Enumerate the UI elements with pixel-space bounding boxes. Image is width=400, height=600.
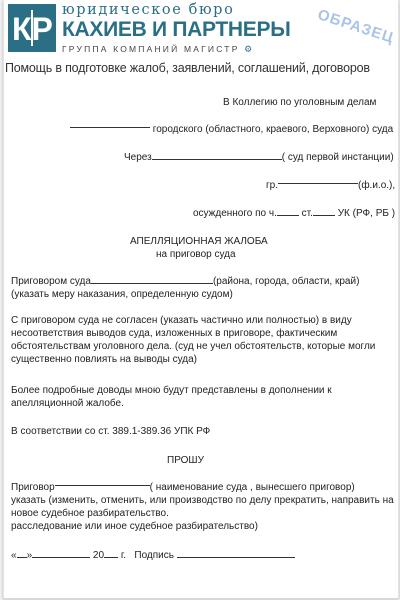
request-court-blank [55, 485, 150, 486]
court-label: городского (областного, краевого, Верховного) суда [152, 124, 394, 135]
logo-icon [8, 4, 56, 52]
date-close-quote: » [26, 550, 33, 561]
signature-line [11, 549, 295, 562]
document-page [3, 0, 399, 598]
day-blank [17, 549, 27, 558]
citizen-line [266, 179, 395, 192]
month-blank [32, 549, 90, 558]
via-label: Через [124, 152, 152, 163]
year-blank [104, 549, 118, 558]
citizen-note: (ф.и.о.), [358, 180, 396, 191]
article-label: ст. [301, 208, 313, 219]
verdict-label: Приговором суда [11, 276, 91, 287]
document-subtitle: на приговор суда [156, 249, 236, 260]
request-verdict-label: Приговор [11, 482, 55, 493]
via-note: ( суд первой инстанции) [281, 152, 394, 163]
verdict-line [11, 275, 359, 288]
date-open-quote: « [11, 550, 17, 561]
convicted-line [193, 207, 395, 220]
convicted-label: осужденного по ч. [193, 208, 277, 219]
request-text: указать (изменить, отменить, или производство по делу прекратить, направить на новое судебное разбирательство. расследование или иное судебное разбирательство) [11, 495, 394, 532]
citizen-blank [278, 183, 358, 184]
part-blank [277, 207, 299, 216]
sample-stamp: ОБРАЗЕЦ [315, 6, 397, 47]
verdict-court-blank [91, 275, 213, 284]
services-tagline: Помощь в подготовке жалоб, заявлений, соглашений, договоров [5, 61, 370, 75]
addressee-line: В Коллегию по уголовным делам [223, 97, 377, 108]
signature-blank [177, 549, 295, 558]
court-line [70, 123, 393, 136]
citizen-label: гр. [266, 180, 278, 191]
via-line [124, 151, 394, 164]
disagreement-paragraph: С приговором суда не согласен (указать частично или полностью) в виду несоответствия выводов суда, изложенных в приговоре, фактическим обстоятельствам уголовного дела. (суд не учел обстоятельств, которые могли существенно повлиять на выводы суда) [11, 315, 376, 365]
logo-kp-mark [8, 4, 56, 52]
brand-group-name: МАГИСТР [183, 44, 240, 54]
details-paragraph: Более подробные доводы мною будут представлены в дополнении к апелляционной жалобе. [11, 385, 332, 409]
svg-text:КР: КР [12, 11, 53, 47]
criminal-code-label: УК (РФ, РБ ) [337, 208, 396, 219]
brand-tagline-top: юридическое бюро [62, 2, 235, 18]
court-blank [70, 127, 150, 128]
signature-label: Подпись [134, 550, 174, 561]
request-verdict-line [11, 481, 355, 494]
brand-group [62, 44, 254, 54]
document-title: АПЕЛЛЯЦИОННАЯ ЖАЛОБА [130, 236, 268, 247]
brand-group-label: ГРУППА КОМПАНИЙ [62, 44, 180, 54]
year-prefix: 20 [92, 550, 105, 561]
sentence-note: (указать меру наказания, определенную судом) [11, 289, 233, 300]
law-reference: В соответствии со ст. 389.1-389.36 УПК РФ [11, 426, 211, 437]
gear-icon: ⚙ [244, 44, 255, 54]
request-heading: ПРОШУ [167, 455, 204, 466]
brand-name: КАХИЕВ И ПАРТНЕРЫ [62, 18, 291, 41]
article-blank [313, 207, 335, 216]
via-blank [152, 151, 282, 160]
verdict-note: (района, города, области, край) [212, 276, 360, 287]
request-verdict-note: ( наименование суда , вынесшего приговор) [149, 482, 355, 493]
year-suffix: г. [120, 550, 127, 561]
